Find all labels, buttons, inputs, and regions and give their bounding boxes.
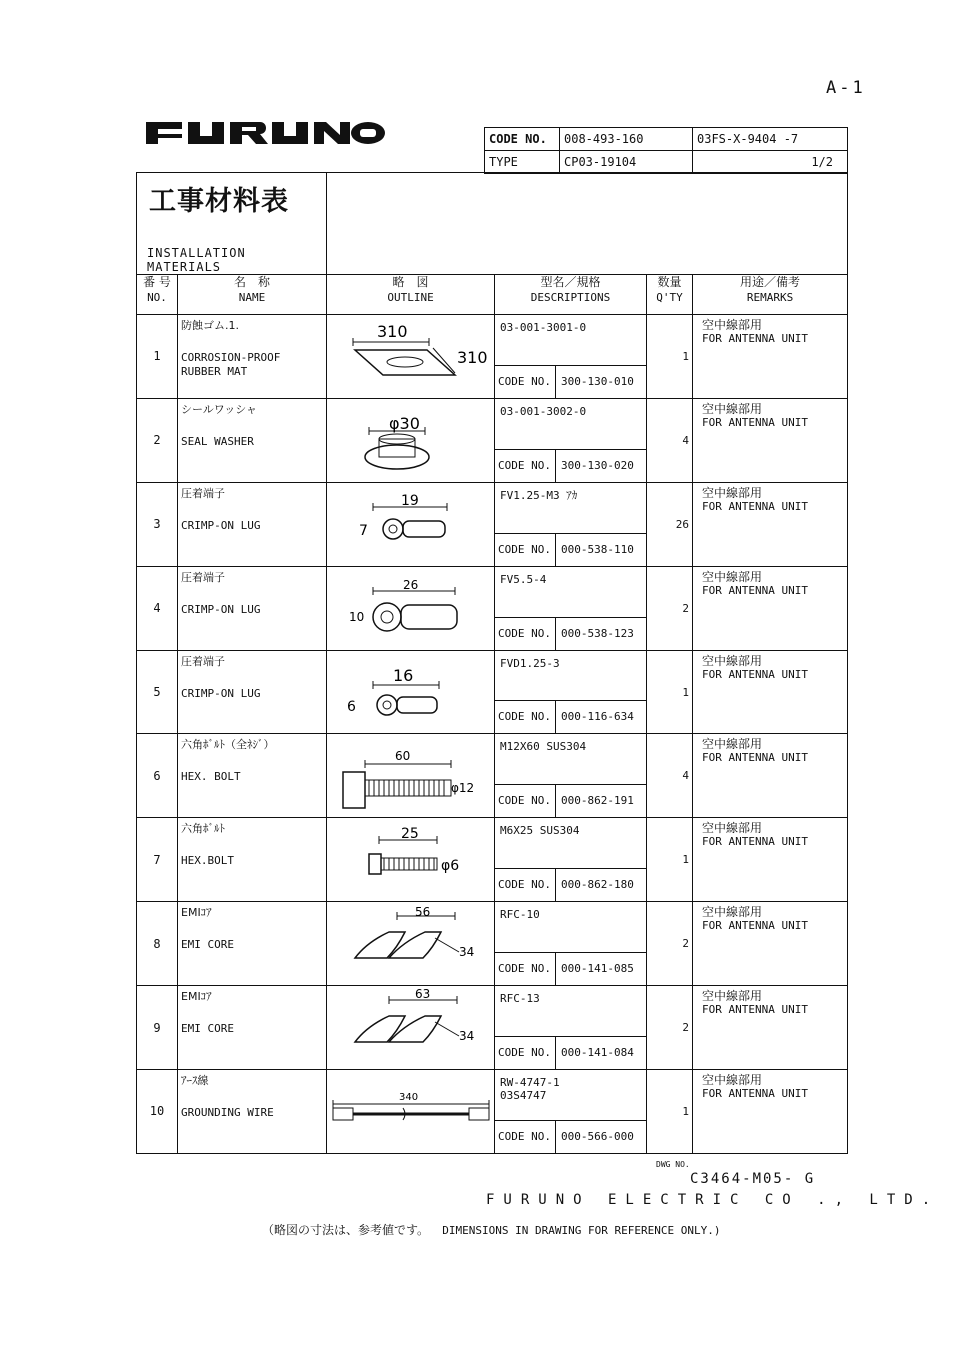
code-value: 000-862-180: [561, 878, 634, 892]
table-row: [137, 986, 848, 1070]
title-en: INSTALLATION MATERIALS: [147, 246, 246, 274]
code-label: CODE NO.: [495, 1121, 556, 1153]
title-blank: [327, 173, 848, 275]
table-row: [137, 566, 848, 650]
item-name-en: SEAL WASHER: [181, 434, 254, 448]
outline-drawing: [327, 315, 495, 399]
code-value: 000-141-084: [561, 1046, 634, 1060]
table-row: [137, 482, 848, 566]
dwg-no: C3464-M05- G: [690, 1171, 816, 1187]
item-no: 4: [137, 566, 178, 650]
item-remarks: [693, 818, 848, 902]
code-label: CODE NO.: [495, 785, 556, 817]
outline-drawing: [327, 734, 495, 818]
item-qty: 1: [647, 818, 693, 902]
dimension-label: 16: [393, 665, 414, 685]
remark-en: FOR ANTENNA UNIT: [702, 751, 808, 765]
furuno-logo: [146, 118, 386, 148]
item-description: [495, 650, 647, 734]
item-name: [178, 482, 327, 566]
remark-en: FOR ANTENNA UNIT: [702, 583, 808, 597]
item-qty: 2: [647, 986, 693, 1070]
remark-jp: 空中線部用: [702, 1073, 763, 1088]
item-outline: [327, 818, 495, 902]
code-value: 300-130-010: [561, 374, 634, 388]
col-outline: 略 図 OUTLINE: [327, 275, 495, 315]
item-name: [178, 902, 327, 986]
item-name-jp: シールワッシャ: [181, 402, 258, 416]
dimension-label: 34: [459, 1029, 475, 1044]
company-name: FURUNO ELECTRIC CO ., LTD.: [486, 1192, 940, 1208]
item-name: [178, 566, 327, 650]
item-no: 2: [137, 398, 178, 482]
remark-jp: 空中線部用: [702, 821, 763, 836]
item-description: [495, 902, 647, 986]
code-no-label: CODE NO.: [485, 128, 560, 151]
column-header-row: [137, 275, 848, 315]
item-remarks: [693, 398, 848, 482]
item-name-jp: 六角ﾎﾞﾙﾄ: [181, 822, 225, 836]
item-no: 3: [137, 482, 178, 566]
remark-jp: 空中線部用: [702, 401, 763, 416]
dimension-label: 7: [359, 522, 368, 539]
table-row: [137, 650, 848, 734]
item-description: [495, 315, 647, 399]
outline-drawing: [327, 651, 495, 735]
item-name-jp: 圧着端子: [181, 570, 225, 584]
desc-line-1: FVD1.25-3: [500, 656, 560, 670]
item-name-en: CRIMP-ON LUG: [181, 686, 261, 700]
remark-jp: 空中線部用: [702, 653, 763, 668]
remark-en: FOR ANTENNA UNIT: [702, 415, 808, 429]
item-qty: 4: [647, 398, 693, 482]
item-qty: 1: [647, 315, 693, 399]
desc-line-1: RFC-10: [500, 908, 540, 922]
item-remarks: [693, 315, 848, 399]
code-value: 000-538-110: [561, 542, 634, 556]
item-name: [178, 398, 327, 482]
code-label: CODE NO.: [495, 618, 556, 650]
item-name-jp: 六角ﾎﾞﾙﾄ（全ﾈｼﾞ）: [181, 738, 275, 752]
item-description: [495, 566, 647, 650]
code-label: CODE NO.: [495, 450, 556, 482]
item-name-en: CRIMP-ON LUG: [181, 518, 261, 532]
item-name-en: CORROSION-PROOF: [181, 351, 281, 364]
remark-jp: 空中線部用: [702, 905, 763, 920]
code-value: 000-566-000: [561, 1129, 634, 1143]
desc-line-1: M6X25 SUS304: [500, 824, 580, 838]
item-description: [495, 986, 647, 1070]
outline-drawing: [327, 483, 495, 567]
item-description: [495, 818, 647, 902]
outline-drawing: [327, 986, 495, 1070]
remark-jp: 空中線部用: [702, 485, 763, 500]
item-outline: [327, 398, 495, 482]
item-no: 9: [137, 986, 178, 1070]
item-name: [178, 650, 327, 734]
item-qty: 4: [647, 734, 693, 818]
dimension-label: 60: [395, 749, 411, 764]
code-value: 000-538-123: [561, 626, 634, 640]
remark-en: FOR ANTENNA UNIT: [702, 332, 808, 345]
item-name-jp: 防蝕ゴム.1.: [181, 319, 239, 332]
item-name-en: HEX.BOLT: [181, 854, 234, 868]
dimension-label: 63: [415, 987, 431, 1002]
remark-en: FOR ANTENNA UNIT: [702, 835, 808, 849]
item-name-en: CRIMP-ON LUG: [181, 602, 261, 616]
col-desc: 型名／規格 DESCRIPTIONS: [495, 275, 647, 315]
remark-en: FOR ANTENNA UNIT: [702, 667, 808, 681]
page-number: A-1: [826, 78, 866, 98]
item-remarks: [693, 734, 848, 818]
item-no: 7: [137, 818, 178, 902]
item-remarks: [693, 482, 848, 566]
col-no: 番 号 NO.: [137, 275, 178, 315]
dimension-label: 34: [459, 945, 475, 960]
item-description: [495, 1070, 647, 1154]
desc-line-1: FV1.25-M3 ｱｶ: [500, 488, 578, 502]
item-no: 8: [137, 902, 178, 986]
table-row: [137, 398, 848, 482]
item-outline: [327, 902, 495, 986]
outline-drawing: [327, 567, 495, 651]
code-label: CODE NO.: [495, 953, 556, 985]
code-label: CODE NO.: [495, 1037, 556, 1069]
outline-drawing: [327, 399, 495, 483]
code-value: 300-130-020: [561, 458, 634, 472]
item-no: 6: [137, 734, 178, 818]
remark-en: FOR ANTENNA UNIT: [702, 919, 808, 933]
item-outline: [327, 650, 495, 734]
code-label: CODE NO.: [495, 534, 556, 566]
desc-line-1: 03-001-3002-0: [500, 404, 587, 418]
dimension-label: φ30: [389, 413, 420, 433]
code-label: CODE NO.: [495, 869, 556, 901]
item-name-jp: 圧着端子: [181, 654, 225, 668]
item-name-en: HEX. BOLT: [181, 770, 241, 784]
outline-drawing: [327, 1070, 495, 1154]
desc-line-1: M12X60 SUS304: [500, 740, 587, 754]
item-no: 1: [137, 315, 178, 399]
dimension-label: 10: [349, 609, 365, 624]
desc-line-1: FV5.5-4: [500, 572, 547, 586]
item-name: [178, 734, 327, 818]
type-label: TYPE: [485, 151, 560, 174]
remark-en: FOR ANTENNA UNIT: [702, 1087, 808, 1101]
dimension-label: 19: [401, 492, 419, 509]
table-row: [137, 818, 848, 902]
item-qty: 1: [647, 650, 693, 734]
table-row: [137, 315, 848, 399]
item-qty: 1: [647, 1070, 693, 1154]
col-remarks: 用途／備考 REMARKS: [693, 275, 848, 315]
item-description: [495, 734, 647, 818]
item-outline: [327, 566, 495, 650]
title-jp: 工事材料表: [149, 186, 289, 217]
code-label: CODE NO.: [495, 701, 556, 733]
remark-en: FOR ANTENNA UNIT: [702, 1003, 808, 1017]
outline-drawing: [327, 902, 495, 986]
dimension-label: 56: [415, 905, 431, 920]
item-outline: [327, 734, 495, 818]
desc-line-2: 03S4747: [500, 1089, 547, 1103]
item-qty: 26: [647, 482, 693, 566]
dimension-label: 6: [347, 698, 356, 715]
code-value: 000-116-634: [561, 710, 634, 724]
item-name-jp: ｱｰｽ線: [181, 1074, 209, 1088]
item-name: [178, 1070, 327, 1154]
sheet-number: 1/2: [693, 151, 848, 174]
remark-jp: 空中線部用: [702, 318, 763, 332]
title-cell: [137, 173, 327, 275]
item-outline: [327, 315, 495, 399]
dimension-label: 310: [377, 322, 408, 341]
remark-jp: 空中線部用: [702, 989, 763, 1004]
desc-line-1: RFC-13: [500, 992, 540, 1006]
item-outline: [327, 482, 495, 566]
item-name: [178, 315, 327, 399]
desc-line-1: 03-001-3001-0: [500, 321, 587, 334]
table-row: [137, 902, 848, 986]
remark-jp: 空中線部用: [702, 569, 763, 584]
item-no: 10: [137, 1070, 178, 1154]
item-name-en: EMI CORE: [181, 938, 234, 952]
code-value: 000-862-191: [561, 794, 634, 808]
materials-table: [136, 172, 848, 1154]
item-remarks: [693, 986, 848, 1070]
col-name: 名 称 NAME: [178, 275, 327, 315]
item-no: 5: [137, 650, 178, 734]
item-name-jp: EMIｺｱ: [181, 990, 212, 1004]
item-remarks: [693, 566, 848, 650]
item-qty: 2: [647, 902, 693, 986]
item-outline: [327, 1070, 495, 1154]
dimension-label: 26: [403, 577, 419, 592]
outline-drawing: [327, 818, 495, 902]
remark-jp: 空中線部用: [702, 737, 763, 752]
dimension-label: φ12: [451, 781, 475, 796]
item-remarks: [693, 1070, 848, 1154]
item-name-en: GROUNDING WIRE: [181, 1106, 274, 1120]
remark-en: FOR ANTENNA UNIT: [702, 499, 808, 513]
dimension-label: 340: [399, 1092, 419, 1104]
doc-no: 03FS-X-9404 -7: [693, 128, 848, 151]
item-remarks: [693, 650, 848, 734]
item-name-en-2: RUBBER MAT: [181, 365, 248, 378]
item-name-en: EMI CORE: [181, 1022, 234, 1036]
col-qty: 数量 Q'TY: [647, 275, 693, 315]
item-name-jp: 圧着端子: [181, 486, 225, 500]
code-no-value: 008-493-160: [560, 128, 693, 151]
item-name-jp: EMIｺｱ: [181, 906, 212, 920]
item-description: [495, 482, 647, 566]
desc-line-1: RW-4747-1: [500, 1076, 560, 1090]
dimension-label: 25: [401, 826, 419, 843]
item-name: [178, 818, 327, 902]
item-remarks: [693, 902, 848, 986]
item-outline: [327, 986, 495, 1070]
item-name: [178, 986, 327, 1070]
title-row: [137, 173, 848, 275]
dimension-label: 310: [457, 348, 488, 367]
code-value: 000-141-085: [561, 962, 634, 976]
dimension-label: φ6: [441, 858, 460, 875]
table-row: [137, 1070, 848, 1154]
reference-note: （略図の寸法は、参考値です。 DIMENSIONS IN DRAWING FOR REFERENCE ONLY.): [262, 1223, 721, 1237]
type-value: CP03-19104: [560, 151, 693, 174]
table-row: [137, 734, 848, 818]
code-label: CODE NO.: [495, 366, 556, 398]
item-qty: 2: [647, 566, 693, 650]
header-table: [484, 127, 848, 174]
dwg-no-label: DWG NO.: [656, 1160, 690, 1169]
item-description: [495, 398, 647, 482]
